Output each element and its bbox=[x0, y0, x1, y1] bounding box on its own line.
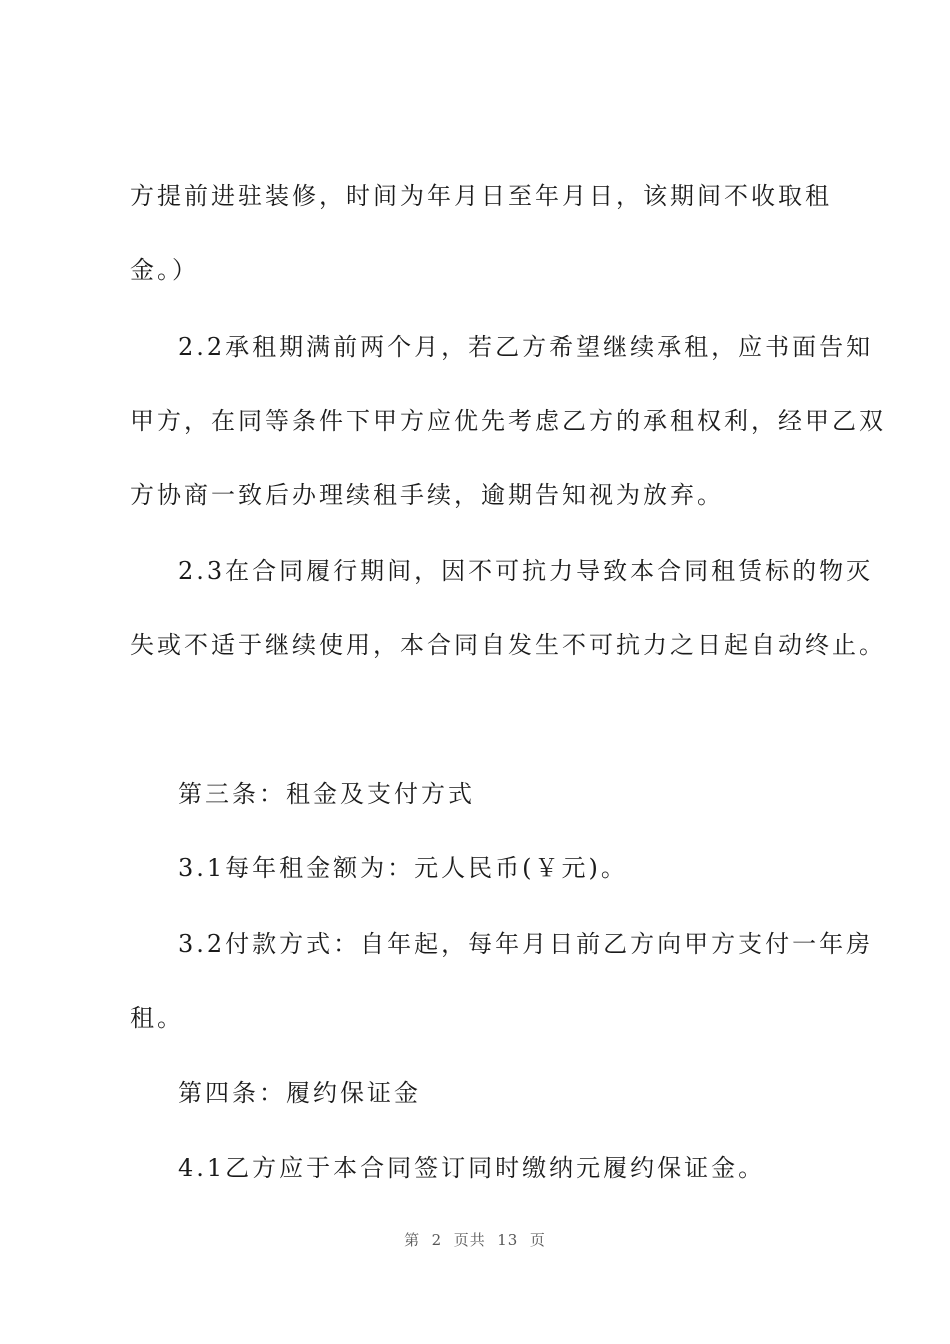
clause-4-1-line: 4.1乙方应于本合同签订同时缴纳元履约保证金。 bbox=[178, 1154, 766, 1182]
paragraph-line: 金。） bbox=[130, 256, 199, 284]
paragraph-line: 租。 bbox=[130, 1004, 184, 1032]
clause-2-2-line: 2.2承租期满前两个月，若乙方希望继续承租，应书面告知 bbox=[178, 333, 874, 361]
paragraph-line: 方协商一致后办理续租手续，逾期告知视为放弃。 bbox=[130, 481, 724, 509]
clause-3-1-line: 3.1每年租金额为：元人民币(￥元)。 bbox=[178, 854, 628, 882]
clause-2-3-line: 2.3在合同履行期间，因不可抗力导致本合同租赁标的物灭 bbox=[178, 557, 874, 585]
paragraph-line: 失或不适于继续使用，本合同自发生不可抗力之日起自动终止。 bbox=[130, 631, 886, 659]
page-number-footer: 第 2 页共 13 页 bbox=[404, 1231, 546, 1249]
article-4-heading: 第四条：履约保证金 bbox=[178, 1079, 421, 1107]
article-3-heading: 第三条：租金及支付方式 bbox=[178, 780, 475, 808]
paragraph-line: 方提前进驻装修，时间为年月日至年月日，该期间不收取租 bbox=[130, 182, 832, 210]
clause-3-2-line: 3.2付款方式：自年起，每年月日前乙方向甲方支付一年房 bbox=[178, 930, 874, 958]
paragraph-line: 甲方，在同等条件下甲方应优先考虑乙方的承租权利，经甲乙双 bbox=[130, 407, 886, 435]
